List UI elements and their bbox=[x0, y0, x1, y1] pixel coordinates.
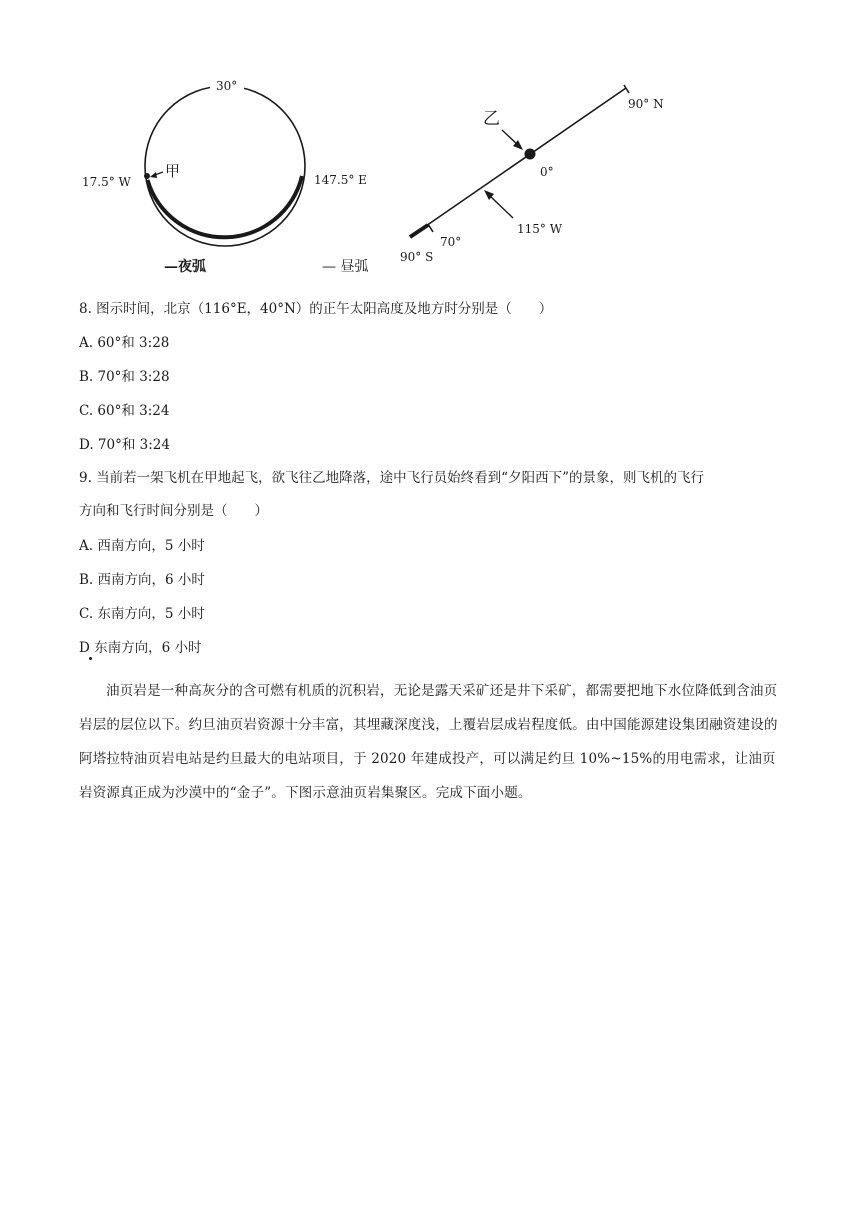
point-yi-label: 乙 bbox=[483, 109, 500, 129]
lat-30-label: 30° bbox=[216, 79, 238, 93]
north-pole-label: 90° N bbox=[628, 97, 664, 111]
lat-70-label: 70° bbox=[440, 235, 462, 249]
question-8-option-c[interactable]: C. 60°和 3:24 bbox=[79, 403, 170, 419]
question-9-option-b[interactable]: B. 西南方向，6 小时 bbox=[79, 572, 205, 588]
point-yi-dot bbox=[525, 149, 536, 160]
question-9-option-c[interactable]: C. 东南方向，5 小时 bbox=[79, 606, 205, 622]
diagram-figure bbox=[0, 0, 860, 290]
question-8-option-b[interactable]: B. 70°和 3:28 bbox=[79, 369, 170, 385]
left-circle-diagram bbox=[82, 78, 368, 275]
lon-147-5e-label: 147.5° E bbox=[314, 173, 367, 187]
right-line-diagram bbox=[400, 85, 664, 264]
south-pole-label: 90° S bbox=[400, 250, 434, 264]
lon-17-5w-label: 17.5° W bbox=[82, 175, 131, 189]
legend-day-arc: — 昼弧 bbox=[322, 259, 369, 275]
question-8-stem: 8. 图示时间，北京（116°E，40°N）的正午太阳高度及地方时分别是（ ） bbox=[79, 301, 553, 317]
arrow-115w bbox=[488, 194, 513, 218]
arrow-jia-head-icon bbox=[150, 172, 157, 178]
point-jia-dot bbox=[144, 173, 150, 179]
question-9-option-a[interactable]: A. 西南方向，5 小时 bbox=[79, 538, 205, 554]
night-arc bbox=[148, 176, 303, 237]
legend-night-arc: —夜弧 bbox=[164, 259, 206, 275]
question-9-stem-line1: 9. 当前若一架飞机在甲地起飞，欲飞往乙地降落，途中飞行员始终看到“夕阳西下”的景象，则飞机的飞行 bbox=[79, 470, 704, 486]
lon-115w-label: 115° W bbox=[517, 222, 563, 236]
question-8-option-a[interactable]: A. 60°和 3:28 bbox=[79, 335, 170, 351]
equator-label: 0° bbox=[540, 165, 554, 179]
question-9-stem-line2: 方向和飞行时间分别是（ ） bbox=[79, 503, 268, 519]
meridian-line bbox=[410, 88, 626, 237]
question-9-option-d[interactable]: D 东南方向，6 小时 bbox=[79, 640, 202, 656]
south-tick bbox=[428, 224, 433, 232]
south-polar-night-segment bbox=[410, 225, 428, 237]
oil-shale-passage bbox=[79, 674, 784, 810]
question-8-option-d[interactable]: D. 70°和 3:24 bbox=[79, 437, 170, 453]
passage-text: 油页岩是一种高灰分的含可燃有机质的沉积岩，无论是露天采矿还是井下采矿，都需要把地下水位降低到含油页岩层的层位以下。约旦油页岩资源十分丰富，其埋藏深度浅，上覆岩层成岩程度低。由中国能源建设集团融资建设的阿塔拉特油页岩电站是约旦最大的电站项目，于 2020 年建成投产，可以满足约旦 10%~15%的用电需求，让油页岩资源真正成为沙漠中的“金子”。下图示意油页岩集聚区。完成下面小题。 bbox=[79, 683, 778, 801]
stray-dot bbox=[89, 657, 92, 660]
point-jia-label: 甲 bbox=[165, 162, 181, 180]
